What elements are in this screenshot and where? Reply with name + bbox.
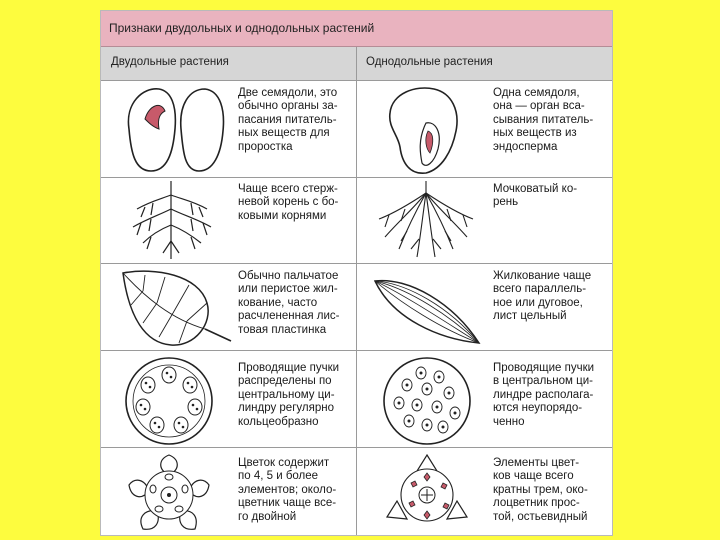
dicot-row-3-text: Обычно пальчатое или перистое жил- кование, часто расчлененная лис- товая пластинка <box>238 270 340 336</box>
dicot-row-2-text: Чаще всего стерж- невой корень с бо- ковыми корнями <box>238 183 339 222</box>
dicot-row-5-text: Цветок содержит по 4, 5 и более элементов; около- цветник чаще все- го двойной <box>238 457 337 523</box>
column-header-dicot: Двудольные растения <box>111 56 229 68</box>
row-divider <box>101 177 612 178</box>
monocot-row-4-text: Проводящие пучки в центральном ци- линдре располага- ются неупорядо- ченно <box>493 362 595 428</box>
parallel-leaf-illustration <box>369 267 485 351</box>
table-title: Признаки двудольных и однодольных растений <box>109 21 375 35</box>
monocot-flower-diagram <box>381 451 473 535</box>
dicot-flower-diagram <box>123 451 215 535</box>
monocot-row-3-text: Жилкование чаще всего параллель- ное или дуговое, лист цельный <box>493 270 592 323</box>
comparison-table <box>100 10 613 536</box>
dicot-row-4-text: Проводящие пучки распределены по центральному ци- линдру регулярно кольцеобразно <box>238 362 340 428</box>
monocot-row-5-text: Элементы цвет- ков чаще всего кратны трем, око- лоцветник прос- той, остьевидный <box>493 457 588 523</box>
table-title-bar <box>101 11 612 47</box>
reticulate-leaf-illustration <box>115 267 235 351</box>
monocot-row-1-text: Одна семядоля, она — орган вса- сывания питатель- ных веществ из эндосперма <box>493 87 594 153</box>
dicot-row-1-text: Две семядоли, это обычно органы за- пасания питатель- ных веществ для проростка <box>238 87 338 153</box>
column-header-monocot: Однодольные растения <box>366 56 493 68</box>
dicot-seed-illustration <box>121 83 231 177</box>
taproot-illustration <box>121 179 221 263</box>
monocot-stem-cross-section <box>381 355 473 447</box>
fibrous-root-illustration <box>371 179 481 263</box>
monocot-row-2-text: Мочковатый ко- рень <box>493 183 578 209</box>
row-divider <box>101 447 612 448</box>
monocot-seed-illustration <box>376 83 476 177</box>
row-divider <box>101 263 612 264</box>
dicot-stem-cross-section <box>123 355 215 447</box>
